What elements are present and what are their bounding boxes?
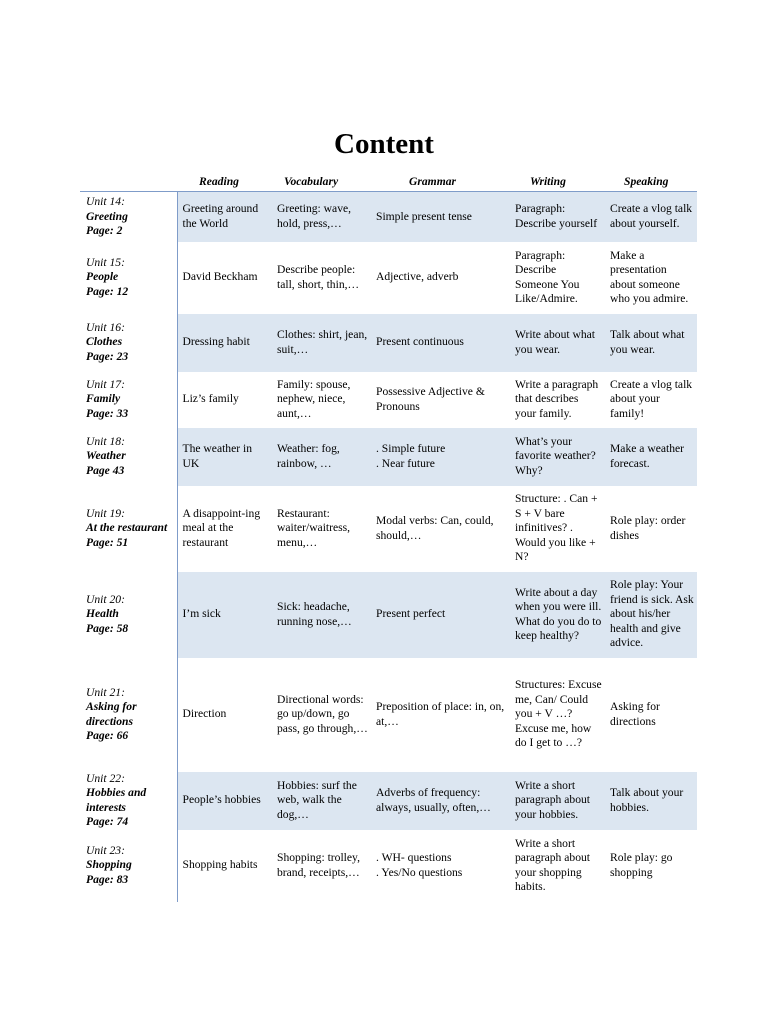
writing-cell: What’s your favorite weather? Why? xyxy=(510,428,605,486)
writing-cell: Write a short paragraph about your shopping habits. xyxy=(515,836,591,893)
writing-cell: Write about a day when you were ill. What do you do to keep healthy? xyxy=(510,572,605,658)
unit-name: Health xyxy=(86,607,119,621)
reading-cell: The weather in UK xyxy=(177,428,272,486)
unit-page: Page: 74 xyxy=(86,814,129,828)
vocabulary-cell: Directional words: go up/down, go pass, go through,… xyxy=(277,692,368,735)
unit-cell xyxy=(80,242,177,314)
speaking-cell: Role play: order dishes xyxy=(610,514,686,542)
unit-number: Unit 22: xyxy=(86,771,125,785)
reading-cell: Liz’s family xyxy=(182,392,239,406)
vocabulary-cell: Hobbies: surf the web, walk the dog,… xyxy=(272,772,371,830)
grammar-cell xyxy=(371,428,510,486)
unit-cell xyxy=(80,192,177,242)
grammar-cell xyxy=(371,486,510,572)
grammar-line: . Near future xyxy=(376,456,435,470)
unit-number: Unit 23: xyxy=(86,843,125,857)
speaking-cell: Make a weather forecast. xyxy=(605,428,697,486)
speaking-cell: Talk about what you wear. xyxy=(605,314,697,372)
reading-cell: Direction xyxy=(182,707,227,721)
grammar-line: . Yes/No questions xyxy=(376,865,463,879)
grammar-cell xyxy=(371,772,510,830)
unit-name: Weather xyxy=(86,449,126,463)
vocabulary-cell: Restaurant: waiter/waitress, menu,… xyxy=(277,506,351,549)
table-row xyxy=(80,242,697,314)
header-unit xyxy=(80,175,177,192)
writing-cell: Paragraph: Describe yourself xyxy=(510,192,605,242)
unit-number: Unit 17: xyxy=(86,377,125,391)
grammar-line: Possessive Adjective & Pronouns xyxy=(376,385,485,413)
table-row xyxy=(80,372,697,428)
grammar-line: Simple present tense xyxy=(376,209,472,223)
speaking-cell: Role play: go shopping xyxy=(610,851,673,879)
unit-cell xyxy=(80,486,177,572)
reading-cell: I’m sick xyxy=(177,572,272,658)
table-row xyxy=(80,772,697,830)
grammar-cell xyxy=(371,830,510,902)
unit-cell xyxy=(80,658,177,772)
grammar-line: . WH- questions xyxy=(376,851,452,865)
unit-name: Clothes xyxy=(86,335,123,349)
header-writing: Writing xyxy=(510,175,605,192)
writing-cell: Write about what you wear. xyxy=(510,314,605,372)
header-row xyxy=(80,175,697,192)
grammar-cell xyxy=(371,192,510,242)
page-title: Content xyxy=(334,128,434,160)
unit-name: People xyxy=(86,270,119,284)
table-row xyxy=(80,572,697,658)
unit-number: Unit 18: xyxy=(86,434,125,448)
writing-cell: Structure: . Can + S + V bare infinitives? . Would you like + N? xyxy=(515,492,598,564)
vocabulary-cell: Clothes: shirt, jean, suit,… xyxy=(272,314,371,372)
grammar-line: Present perfect xyxy=(376,607,446,621)
speaking-cell: Create a vlog talk about yourself. xyxy=(605,192,697,242)
unit-cell xyxy=(80,830,177,902)
header-vocabulary: Vocabulary xyxy=(272,175,371,192)
vocabulary-cell: Shopping: trolley, brand, receipts,… xyxy=(277,851,360,879)
speaking-cell: Asking for directions xyxy=(610,700,660,728)
vocabulary-cell: Describe people: tall, short, thin,… xyxy=(277,263,360,291)
unit-number: Unit 19: xyxy=(86,506,125,520)
speaking-cell: Talk about your hobbies. xyxy=(605,772,697,830)
unit-name: Hobbies and interests xyxy=(86,786,147,814)
unit-cell xyxy=(80,572,177,658)
grammar-cell xyxy=(371,242,510,314)
reading-cell: Greeting around the World xyxy=(177,192,272,242)
header-reading: Reading xyxy=(177,175,272,192)
unit-page: Page 43 xyxy=(86,463,125,477)
grammar-cell xyxy=(371,314,510,372)
table-row xyxy=(80,314,697,372)
unit-cell xyxy=(80,428,177,486)
vocabulary-cell: Weather: fog, rainbow, … xyxy=(272,428,371,486)
unit-name: Family xyxy=(86,392,121,406)
grammar-line: Modal verbs: Can, could, should,… xyxy=(376,514,494,542)
unit-number: Unit 21: xyxy=(86,685,125,699)
unit-cell xyxy=(80,772,177,830)
unit-page: Page: 23 xyxy=(86,349,129,363)
unit-number: Unit 16: xyxy=(86,320,125,334)
reading-cell: People’s hobbies xyxy=(177,772,272,830)
unit-number: Unit 20: xyxy=(86,592,125,606)
unit-page: Page: 2 xyxy=(86,223,123,237)
unit-name: At the restaurant xyxy=(86,521,168,535)
reading-cell: A disappoint-ing meal at the restaurant xyxy=(182,506,261,549)
writing-cell: Write a paragraph that describes your family. xyxy=(515,377,599,420)
grammar-cell xyxy=(371,658,510,772)
unit-page: Page: 58 xyxy=(86,621,129,635)
unit-name: Greeting xyxy=(86,209,128,223)
grammar-line: . Simple future xyxy=(376,442,446,456)
reading-cell: David Beckham xyxy=(182,270,258,284)
header-speaking: Speaking xyxy=(605,175,697,192)
writing-cell: Paragraph: Describe Someone You Like/Admire. xyxy=(515,248,580,305)
unit-page: Page: 33 xyxy=(86,406,129,420)
unit-page: Page: 12 xyxy=(86,284,129,298)
grammar-line: Preposition of place: in, on, at,… xyxy=(376,700,505,728)
table-row xyxy=(80,192,697,242)
vocabulary-cell: Sick: headache, running nose,… xyxy=(272,572,371,658)
grammar-line: Adverbs of frequency: always, usually, often,… xyxy=(376,786,491,814)
unit-cell xyxy=(80,372,177,428)
unit-name: Asking for directions xyxy=(86,700,137,728)
writing-cell: Write a short paragraph about your hobbies. xyxy=(510,772,605,830)
grammar-cell xyxy=(371,572,510,658)
unit-number: Unit 15: xyxy=(86,255,125,269)
grammar-line: Adjective, adverb xyxy=(376,270,459,284)
content-table xyxy=(80,175,697,902)
speaking-cell: Create a vlog talk about your family! xyxy=(610,377,693,420)
speaking-cell: Role play: Your friend is sick. Ask about his/her health and give advice. xyxy=(605,572,697,658)
header-grammar: Grammar xyxy=(371,175,510,192)
vocabulary-cell: Family: spouse, nephew, niece, aunt,… xyxy=(277,377,351,420)
vocabulary-cell: Greeting: wave, hold, press,… xyxy=(272,192,371,242)
table-row xyxy=(80,486,697,572)
unit-page: Page: 66 xyxy=(86,728,129,742)
reading-cell: Dressing habit xyxy=(177,314,272,372)
table-row xyxy=(80,658,697,772)
unit-page: Page: 83 xyxy=(86,872,129,886)
speaking-cell: Make a presentation about someone who you admire. xyxy=(610,248,689,305)
unit-name: Shopping xyxy=(86,858,132,872)
unit-page: Page: 51 xyxy=(86,535,129,549)
unit-cell xyxy=(80,314,177,372)
writing-cell: Structures: Excuse me, Can/ Could you + V …? Excuse me, how do I get to …? xyxy=(515,678,602,750)
reading-cell: Shopping habits xyxy=(182,858,258,872)
table-row xyxy=(80,428,697,486)
table-row xyxy=(80,830,697,902)
unit-number: Unit 14: xyxy=(86,195,125,209)
grammar-line: Present continuous xyxy=(376,335,464,349)
grammar-cell xyxy=(371,372,510,428)
